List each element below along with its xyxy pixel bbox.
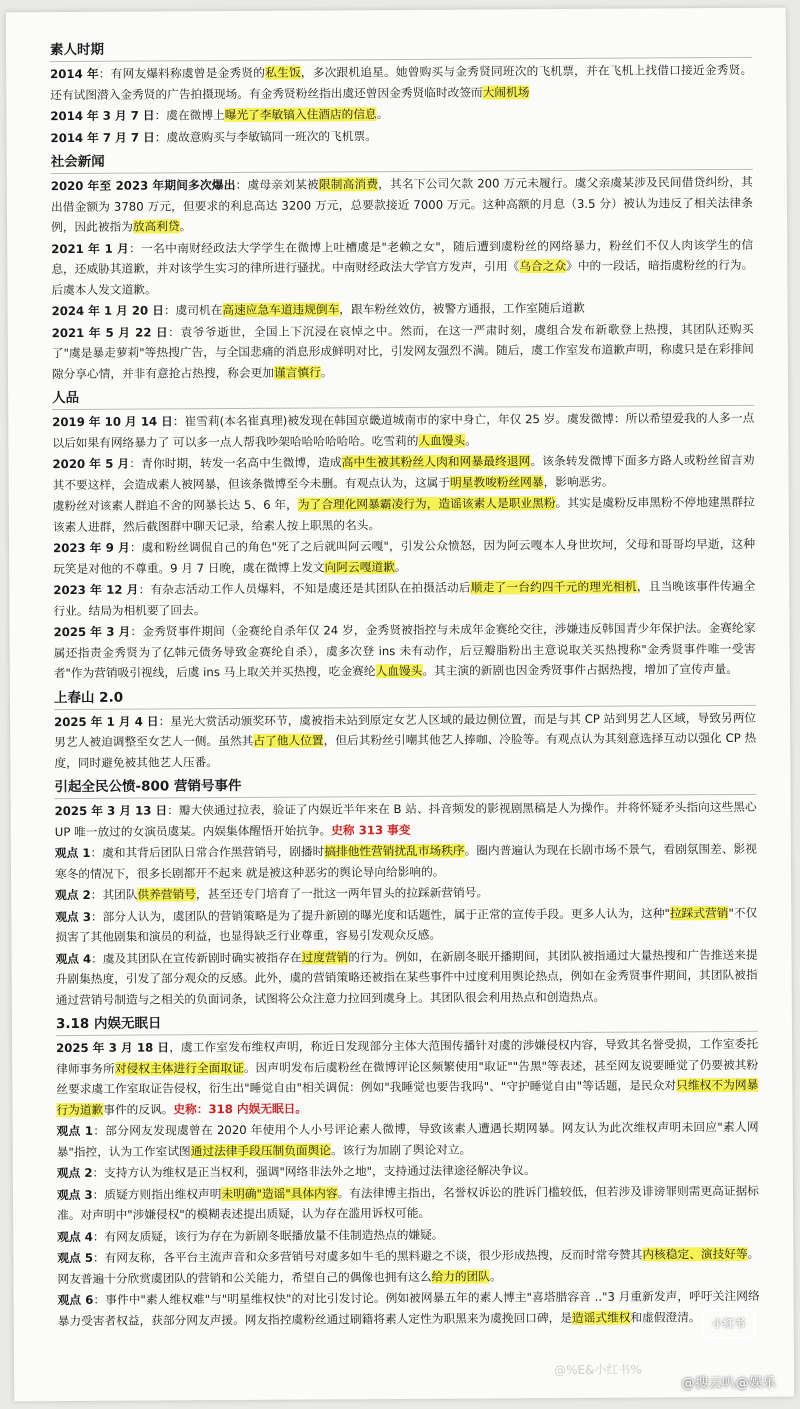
text-run: ：事件中"素人维权难"与"明星维权快"的对比引发讨论。例如被网暴五年的素人博主"喜塔腊容音 .."3 月重新发声，呼吁关注网络暴力受害者权益，获部分网友声援。网友指控虞粉丝通过刷籍将素人定性为职黑来为虞挽回口碑，是 <box>57 1288 760 1328</box>
text-run: ：一名中南财经政法大学学生在微博上吐槽虞是"老赖之女"，随后遭到虞粉丝的网络暴力，粉丝们不仅人肉该学生的信息，还威胁其道歉，并对该学生实习的律所进行骚扰。中南财经政法大学官方发声，引用《 <box>51 237 754 277</box>
text-run: ：部分网友发现虞曾在 2020 年使用个人小号评论素人微博，导致该素人遭遇长期网暴。网友认为此次维权声明未回应"素人网暴"指控，认为工作室试图 <box>56 1119 759 1159</box>
paragraph <box>57 1244 759 1289</box>
date-label: 2014 年 7 月 7 日 <box>50 129 155 145</box>
highlighted-text: 高速应急车道违规倒车 <box>222 302 340 318</box>
highlighted-text: 向阿云嘎道歉 <box>324 559 395 574</box>
highlighted-text: 供养营销号 <box>137 887 196 902</box>
paragraph <box>53 618 755 684</box>
section-title: 引起全民公愤-800 营销号事件 <box>54 773 756 799</box>
text-run: ：崔雪莉(本名崔真理)被发现在韩国京畿道城南市的家中身亡，年仅 25 岁。虞发微博：所以希望爱我的人多一点 以后如果有网络暴力了 可以多一点人帮我吵架哈哈哈哈哈哈。吃雪莉的 <box>52 410 755 450</box>
text-run: 。该条转发微博下面多方路人或粉丝留言劝其不要这样，会造成素人被网暴，但该条微博至今未删。有观点认为，这属于 <box>52 452 755 492</box>
text-run: 。 <box>179 219 192 234</box>
date-label: 2014 年 <box>50 66 99 82</box>
date-label: 2020 年至 2023 年期间多次爆出 <box>50 177 236 194</box>
text-run: ，且当晚该事件传遍全行业。结局为相机要了回去。 <box>53 578 756 618</box>
document-page <box>6 8 794 1402</box>
text-run: 。有法律博主指出，名誉权诉讼的胜诉门槛较低，但若涉及诽谤罪则需更高证据标准。对声明中"涉嫌侵权"的模糊表述提出质疑，认为存在滥用诉权可能。 <box>57 1183 760 1223</box>
paragraph <box>51 234 753 300</box>
highlighted-text: 只维权不为网暴行为道歉 <box>56 1077 759 1117</box>
date-label: 观点 3 <box>55 909 91 924</box>
text-run: ，甚至还专门培育了一批这一两年冒头的拉踩新营销号。 <box>195 885 489 902</box>
text-run: 和虚假澄清。 <box>630 1309 701 1325</box>
text-run: ：袁爷爷逝世，全国上下沉浸在哀悼之中。然而，在这一严肃时刻，虞组合发布新歌登上热搜，其团队还购买了"虞是暴走萝莉"等热搜广告，与全国悲痛的消息形成鲜明对比，引发网友强烈不满。随后，虞工作室发布道歉声明，称虞只是在彩排间隙分享心情，并非有意抢占热搜，称会更加 <box>51 321 754 381</box>
text-run: ：支持方认为维权是正当权利，强调"网络非法外之地"，支持通过法律途径解决争议。 <box>92 1163 536 1180</box>
paragraph <box>51 172 753 238</box>
highlighted-text: 乌合之众 <box>519 258 567 274</box>
paragraph <box>52 297 754 322</box>
text-run: 。网友普遍十分欣赏虞团队的营销和公关能力，希望自己的偶像也拥有这么 <box>57 1246 760 1286</box>
section-title: 上春山 2.0 <box>54 683 756 709</box>
text-run: ：青你时期，转发一名高中生微博，造成 <box>129 455 342 471</box>
watermark-handle: @搜云叭@娱乐 <box>681 1375 777 1392</box>
paragraph <box>57 1159 759 1184</box>
watermark-faint: @%E&小红书% <box>554 1362 642 1378</box>
date-label: 2021 年 1 月 <box>51 241 130 256</box>
text-run: ，影响恶劣。 <box>543 474 614 489</box>
text-run: ：金秀贤事件期间（金赛纶自杀年仅 24 岁，金秀贤被指控与未成年金赛纶交往，涉嫌违反韩国青少年保护法。金赛纶家属还指责金秀贤为了亿韩元债务导致金赛纶自杀），虞多次登 ins 未有动作，后豆瓣脂粉出主意说取关买热搜称"金秀贤事件唯一受害者"作为营销吸引视线，后虞 ins 马上取关并买热搜，吃金赛纶 <box>53 620 756 681</box>
watermark-logo: 小红书 <box>702 1309 756 1339</box>
date-label: 2025 年 3 月 <box>53 624 131 640</box>
highlighted-text: 占了他人位置 <box>253 733 324 748</box>
section-title: 素人时期 <box>50 36 752 62</box>
paragraph <box>57 1117 759 1162</box>
date-label: 2019 年 10 月 14 日 <box>52 414 173 430</box>
paragraph <box>53 534 755 579</box>
highlighted-text: 造谣式维权 <box>571 1310 631 1325</box>
highlighted-text: 人血馒头 <box>418 433 466 448</box>
text-run: 》中的一段话，暗指虞粉丝的行为。后虞本人发文道歉。 <box>51 257 754 297</box>
historical-label: 史称：318 内娱无眠日。 <box>173 1101 308 1116</box>
date-label: 观点 2 <box>56 1165 93 1181</box>
highlighted-text: 私生饭 <box>265 65 301 80</box>
text-run: 虞粉丝对该素人群追不舍的网暴长达 5、6 年， <box>52 497 298 514</box>
paragraph <box>53 492 755 537</box>
text-run: 。 <box>320 364 333 379</box>
paragraph <box>54 707 756 773</box>
text-run: ，跟车粉丝效仿，被警方通报，工作室随后道歉 <box>339 300 585 317</box>
date-label: 观点 6 <box>57 1292 94 1308</box>
date-label: 观点 3 <box>56 1187 93 1202</box>
text-run: ：虞和粉丝调侃自己的角色"死了之后就叫阿云嘎"，引发公众愤怒，因为阿云嘎本人身世坎坷，父母和哥哥均早逝，这种玩笑是对他的不尊重。9 月 7 日晚，虞在微博上发文 <box>53 536 756 576</box>
date-label: 2021 年 5 月 22 日 <box>51 324 169 340</box>
text-run: ：虞母亲刘某被 <box>235 177 319 192</box>
text-run: ：虞在微博上 <box>154 108 225 123</box>
highlighted-text: 过度营销 <box>301 949 349 965</box>
paragraph <box>53 576 755 621</box>
highlighted-text: 搞排他性营销扰乱市场秩序 <box>324 843 465 859</box>
paragraph <box>55 797 757 842</box>
section-title: 人品 <box>52 384 754 410</box>
highlighted-text: 对侵权主体进行全面取证 <box>114 1060 244 1076</box>
text-run: ，但后其粉丝引嘲其他艺人捧咖、冷脸等。有观点认为其刻意选择互动以强化 CP 热度，同时避免被其他艺人压番。 <box>54 730 757 770</box>
section-title: 3.18 内娱无眠日 <box>56 1010 758 1036</box>
text-run: ：虞和其背后团队日常合作黑营销号，剧播时 <box>90 844 325 860</box>
text-run: ：虞司机在 <box>163 303 223 318</box>
date-label: 2020 年 5 月 <box>52 456 130 472</box>
paragraph <box>52 450 754 495</box>
text-run: "不仅损害了其他剧集和演员的利益，也显得缺乏行业尊重，容易引发观众反感。 <box>55 905 758 945</box>
text-run: 。 <box>394 559 407 574</box>
paragraph <box>57 1222 759 1247</box>
text-run: 。圈内普遍认为现在长剧市场不景气，看剧氛围差、影视寒冬的情况下，很多长剧都开不起来 就是被这种恶劣的舆论导向给影响的。 <box>54 841 757 881</box>
text-run: ，多次跟机追星。她曾购买与金秀贤同班次的飞机票，并在飞机上找借口接近金秀贤。还有试图潜入金秀贤的广告拍摄现场。有金秀贤粉丝指出虞还曾因金秀贤临时改签而 <box>50 62 753 102</box>
text-run: ：其团队 <box>90 887 138 902</box>
text-run: 事件的反讽。 <box>103 1101 174 1117</box>
text-run: 。 <box>465 433 477 448</box>
highlighted-text: 明星教唆粉丝网暴 <box>449 474 544 490</box>
document-content <box>50 36 760 1331</box>
date-label: 2024 年 1 月 20 日 <box>51 303 164 319</box>
highlighted-text: 限制高消费 <box>318 177 379 192</box>
paragraph <box>55 902 757 947</box>
paragraph <box>52 318 754 384</box>
text-run: ：质疑方则指出维权声明 <box>92 1186 222 1202</box>
text-run: 。因声明发布后虞粉丝在微博评论区频繁使用"取证""告黑"等表述，甚至网友说要睡觉了仍要被其粉丝要求虞工作室取证告侵权，衍生出"睡觉自由"相关调侃：例如"我睡觉也要告我吗"、"守护睡觉自由"等话题，是民众对 <box>56 1057 759 1097</box>
highlighted-text: 人血馒头 <box>375 663 423 679</box>
paragraph <box>50 123 752 148</box>
highlighted-text: 拉踩式营销 <box>669 905 729 920</box>
date-label: 2014 年 3 月 7 日 <box>50 108 155 124</box>
text-run: ：星光大赏活动颁奖环节，虞被指未站到原定女艺人区域的最边侧位置，而是与其 CP 站到男艺人区域，导致另两位男艺人被迫调整至女艺人一侧。虽然其 <box>54 710 757 750</box>
date-label: 2025 年 3 月 13 日 <box>54 803 168 819</box>
highlighted-text: 放高利贷 <box>132 219 180 234</box>
paragraph <box>55 839 757 884</box>
highlighted-text: 大闹机场 <box>482 84 530 99</box>
date-label: 2025 年 3 月 18 日 <box>56 1040 170 1056</box>
text-run: ：虞故意购买与李敏镐同一班次的飞机票。 <box>154 128 377 144</box>
date-label: 2023 年 12 月 <box>53 582 139 598</box>
highlighted-text: 内核稳定、演技好等 <box>642 1246 748 1262</box>
date-label: 观点 4 <box>55 951 92 966</box>
highlighted-text: 为了合理化网暴霸凌行为，造谣该素人是职业黑粉 <box>297 496 556 512</box>
highlighted-text: 给力的团队 <box>431 1268 491 1284</box>
text-run: 。其主演的新剧也因金秀贤事件占据热搜，增加了宣传声量。 <box>422 661 738 678</box>
text-run: 。 <box>489 1268 502 1283</box>
paragraph <box>57 1180 759 1225</box>
text-run: 。 <box>376 107 389 122</box>
highlighted-text: 谨言慎行 <box>274 364 321 380</box>
text-run: 。其实是虞粉反串黑粉不停地建黑群拉该素人进群，然后截图群中聊天记录，给素人按上职黑的名头。 <box>52 494 755 534</box>
text-run: ：虞及其团队在宣传新剧时确实被指存在 <box>91 950 302 966</box>
date-label: 2023 年 9 月 <box>52 540 130 556</box>
date-label: 观点 1 <box>56 1123 94 1139</box>
text-run: ：有网友称，各平台主流声音和众多营销号对虞多如牛毛的黑料避之不谈，很少形成热搜，反而时常夸赞其 <box>92 1247 643 1265</box>
date-label: 观点 4 <box>57 1229 93 1244</box>
text-run: ：有杂志活动工作人员爆料，不知是虞还是其团队在拍摄活动后 <box>138 580 471 597</box>
paragraph <box>55 944 757 1010</box>
date-label: 观点 1 <box>54 845 91 861</box>
highlighted-text: 曝光了李敏镐入住酒店的信息 <box>224 107 377 123</box>
paragraph <box>56 1034 758 1120</box>
paragraph <box>50 60 752 105</box>
date-label: 观点 5 <box>57 1250 94 1266</box>
text-run: 的行为。例如，在新剧冬眠开播期间，其团队被指通过大量热搜和广告推送来提升剧集热度，引发了部分观众的反感。此外，虞的营销策略还被指在某些事件中过度利用舆论热点，例如在金秀贤事件期间，其团队被指通过营销号制造与之相关的负面词条，试图将公众注意力拉回到虞身上。其团队很会利用热点和创造热点。 <box>55 947 758 1007</box>
text-run: ，虞工作室发布维权声明，称近日发现部分主体大范围传播针对虞的涉嫌侵权内容，导致其名誉受损，工作室委托律师事务所 <box>56 1036 759 1076</box>
highlighted-text: 未明确"造谣"具体内容 <box>221 1185 338 1201</box>
historical-label: 史称 313 事变 <box>331 822 411 837</box>
text-run: ：部分人认为，虞团队的营销策略是为了提升新剧的曝光度和话题性，属于正常的宣传手段。更多人认为，这种" <box>90 905 670 924</box>
paragraph <box>50 102 752 127</box>
paragraph <box>52 408 754 453</box>
highlighted-text: 高中生被其粉丝人肉和网暴最终退网 <box>341 454 531 470</box>
paragraph <box>55 881 757 906</box>
section-title: 社会新闻 <box>51 148 753 174</box>
text-run: ，其名下公司欠款 200 万元未履行。虞父亲虞某涉及民间借贷纠纷，其出借金额为 3780 万元，但要求的利息高达 3200 万元，总要款接近 7000 万元。这种高额的月息（3.5 分）被认为违反了相关法律条例，因此被指为 <box>50 174 753 235</box>
date-label: 观点 2 <box>55 887 91 903</box>
highlighted-text: 顺走了一台约四千元的理光相机 <box>470 579 637 595</box>
text-run: ：瓣大侠通过拉表，验证了内娱近半年来在 B 站、抖音频发的影视剧黑稿是人为操作。并将怀疑矛头指向这些黑心 UP 唯一放过的女演员虞某。内娱集体醒悟开始抗争。 <box>54 799 757 839</box>
text-run: ：有网友质疑，该行为存在为新剧冬眠播放量不佳制造热点的嫌疑。 <box>92 1227 444 1244</box>
text-run: ：有网友爆料称虞曾是金秀贤的 <box>98 65 266 81</box>
text-run: 。该行为加剧了舆论对立。 <box>330 1142 472 1157</box>
date-label: 2025 年 1 月 4 日 <box>54 713 159 729</box>
highlighted-text: 通过法律手段压制负面舆论 <box>190 1142 331 1158</box>
paragraph <box>58 1286 760 1331</box>
